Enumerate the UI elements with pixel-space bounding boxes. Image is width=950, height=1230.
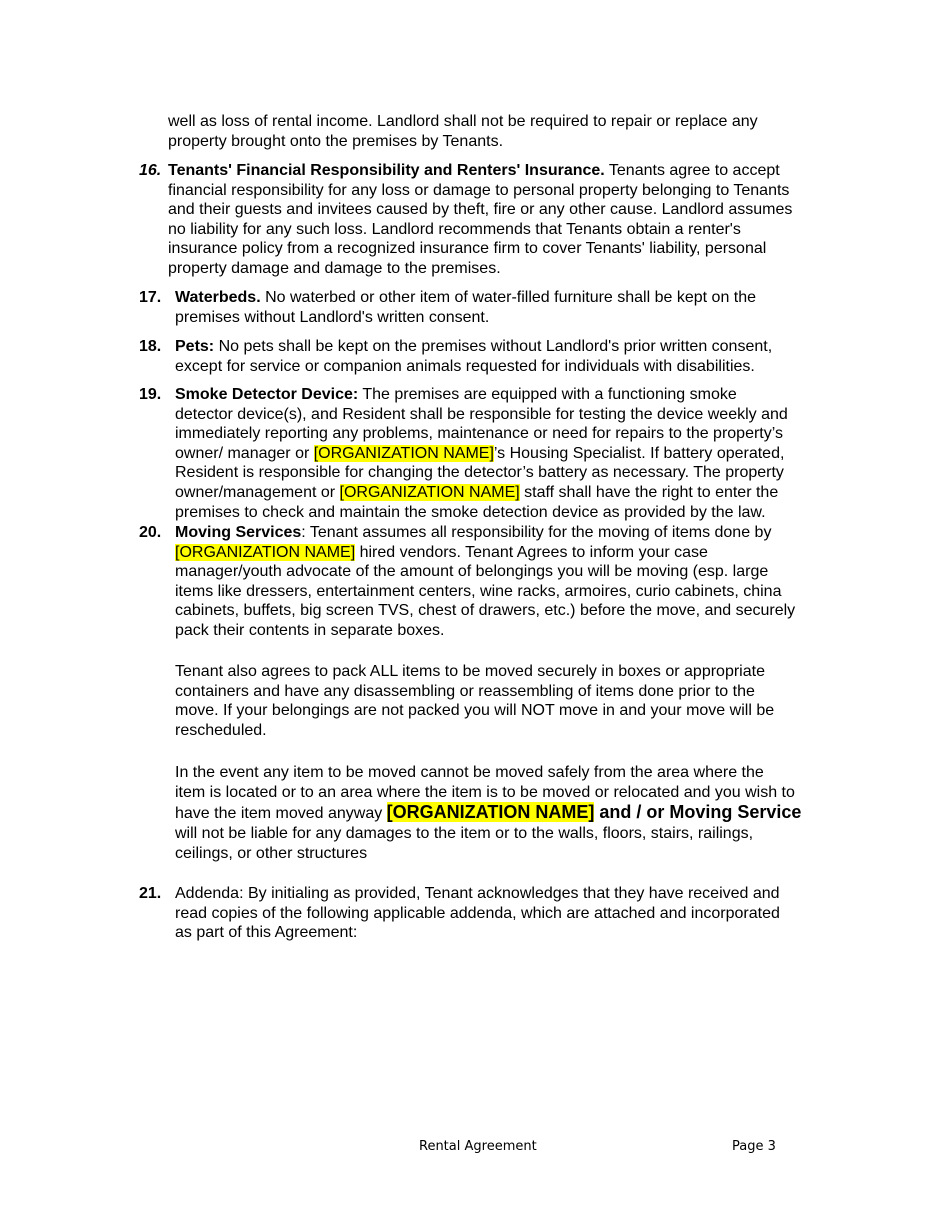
clause-text: : Tenant assumes all responsibility for the moving of items done by bbox=[301, 524, 772, 541]
organization-name-placeholder: [ORGANIZATION NAME] bbox=[313, 444, 494, 462]
clause-number: 19. bbox=[139, 386, 162, 403]
text-segment: have the item moved anyway bbox=[175, 805, 387, 823]
text-line: detector device(s), and Resident shall be responsible for testing the device weekly and bbox=[175, 405, 788, 423]
text-line: insurance policy from a recognized insurance firm to cover Tenants' liability, personal bbox=[168, 240, 767, 258]
text-segment: owner/ manager or bbox=[175, 444, 314, 462]
text-segment: hired vendors. Tenant Agrees to inform your case bbox=[355, 543, 708, 561]
text-line: property brought onto the premises by Tenants. bbox=[168, 132, 504, 150]
text-line: Resident is responsible for changing the detector’s battery as necessary. The property bbox=[175, 464, 784, 482]
text-line: no liability for any such loss. Landlord recommends that Tenants obtain a renter's bbox=[168, 220, 741, 238]
moving-paragraph-3 bbox=[175, 763, 875, 863]
clause-heading: Waterbeds. bbox=[175, 289, 261, 306]
footer-title: Rental Agreement bbox=[419, 1139, 537, 1154]
text-line: read copies of the following applicable addenda, which are attached and incorporated bbox=[175, 904, 780, 922]
intro-paragraph bbox=[168, 112, 868, 151]
text-line: and their guests and invitees caused by theft, fire or any other cause. Landlord assumes bbox=[168, 201, 793, 219]
text-line: Tenant also agrees to pack ALL items to be moved securely in boxes or appropriate bbox=[175, 663, 765, 680]
clause-text: Tenants agree to accept bbox=[604, 162, 780, 179]
clause-first-line bbox=[168, 161, 868, 181]
clause-first-line bbox=[175, 288, 875, 308]
clause-number: 17. bbox=[139, 289, 162, 306]
text-line bbox=[175, 483, 875, 503]
text-line: will not be liable for any damages to the item or to the walls, floors, stairs, railings, bbox=[175, 825, 754, 843]
text-line: financial responsibility for any loss or damage to personal property belonging to Tenants bbox=[168, 181, 790, 199]
text-line bbox=[175, 802, 875, 824]
clause-number: 16. bbox=[139, 162, 162, 179]
clause-heading: Smoke Detector Device: bbox=[175, 386, 359, 403]
text-line: premises to check and maintain the smoke detection device as provided by the law. bbox=[175, 503, 766, 521]
text-line: manager/youth advocate of the amount of belongings you will be moving (esp. large bbox=[175, 563, 769, 581]
clause-first-line bbox=[175, 337, 875, 357]
organization-name-placeholder: [ORGANIZATION NAME] bbox=[339, 483, 520, 501]
text-line: pack their contents in separate boxes. bbox=[175, 621, 445, 639]
clause-first-line bbox=[175, 385, 875, 405]
organization-name-placeholder: [ORGANIZATION NAME] bbox=[386, 802, 595, 823]
clause-text: No pets shall be kept on the premises without Landlord's prior written consent, bbox=[214, 338, 773, 355]
clause-first-line bbox=[175, 523, 875, 543]
text-line bbox=[175, 444, 875, 464]
text-line bbox=[175, 543, 875, 563]
text-line: In the event any item to be moved cannot be moved safely from the area where the bbox=[175, 764, 764, 781]
clause-heading: Tenants' Financial Responsibility and Renters' Insurance. bbox=[168, 162, 605, 179]
organization-name-placeholder: [ORGANIZATION NAME] bbox=[175, 543, 356, 561]
text-line: items like dressers, entertainment centers, wine racks, armoires, curio cabinets, china bbox=[175, 582, 782, 600]
clause-number: 21. bbox=[139, 885, 162, 902]
moving-paragraph-2 bbox=[175, 662, 875, 740]
text-segment: and / or Moving Service bbox=[594, 802, 802, 823]
text-segment: staff shall have the right to enter the bbox=[519, 483, 779, 501]
text-segment: ’s Housing Specialist. If battery operated, bbox=[493, 444, 785, 462]
clause-text: No waterbed or other item of water-filled furniture shall be kept on the bbox=[260, 289, 757, 306]
text-segment: owner/management or bbox=[175, 483, 340, 501]
text-line: immediately reporting any problems, maintenance or need for repairs to the property’s bbox=[175, 425, 784, 443]
text-line: move. If your belongings are not packed you will NOT move in and your move will be bbox=[175, 702, 775, 720]
text-line: Addenda: By initialing as provided, Tenant acknowledges that they have received and bbox=[175, 885, 780, 902]
text-line: cabinets, buffets, big screen TVS, chest of drawers, etc.) before the move, and securely bbox=[175, 602, 796, 620]
text-line: premises without Landlord's written consent. bbox=[175, 308, 490, 326]
text-line: item is located or to an area where the item is to be moved or relocated and you wish to bbox=[175, 783, 795, 801]
clause-number: 18. bbox=[139, 338, 162, 355]
text-line: as part of this Agreement: bbox=[175, 924, 358, 942]
footer-page-number: Page 3 bbox=[732, 1139, 776, 1154]
text-line: ceilings, or other structures bbox=[175, 844, 368, 862]
text-line: except for service or companion animals requested for individuals with disabilities. bbox=[175, 357, 755, 375]
text-line: property damage and damage to the premises. bbox=[168, 259, 501, 277]
text-line: containers and have any disassembling or reassembling of items done prior to the bbox=[175, 682, 755, 700]
clause-heading: Moving Services bbox=[175, 524, 302, 541]
clause-number: 20. bbox=[139, 524, 162, 541]
text-line: rescheduled. bbox=[175, 721, 267, 739]
clause-heading: Pets: bbox=[175, 338, 215, 355]
text-line: well as loss of rental income. Landlord shall not be required to repair or replace any bbox=[168, 113, 758, 130]
clause-text: The premises are equipped with a functioning smoke bbox=[358, 386, 737, 403]
